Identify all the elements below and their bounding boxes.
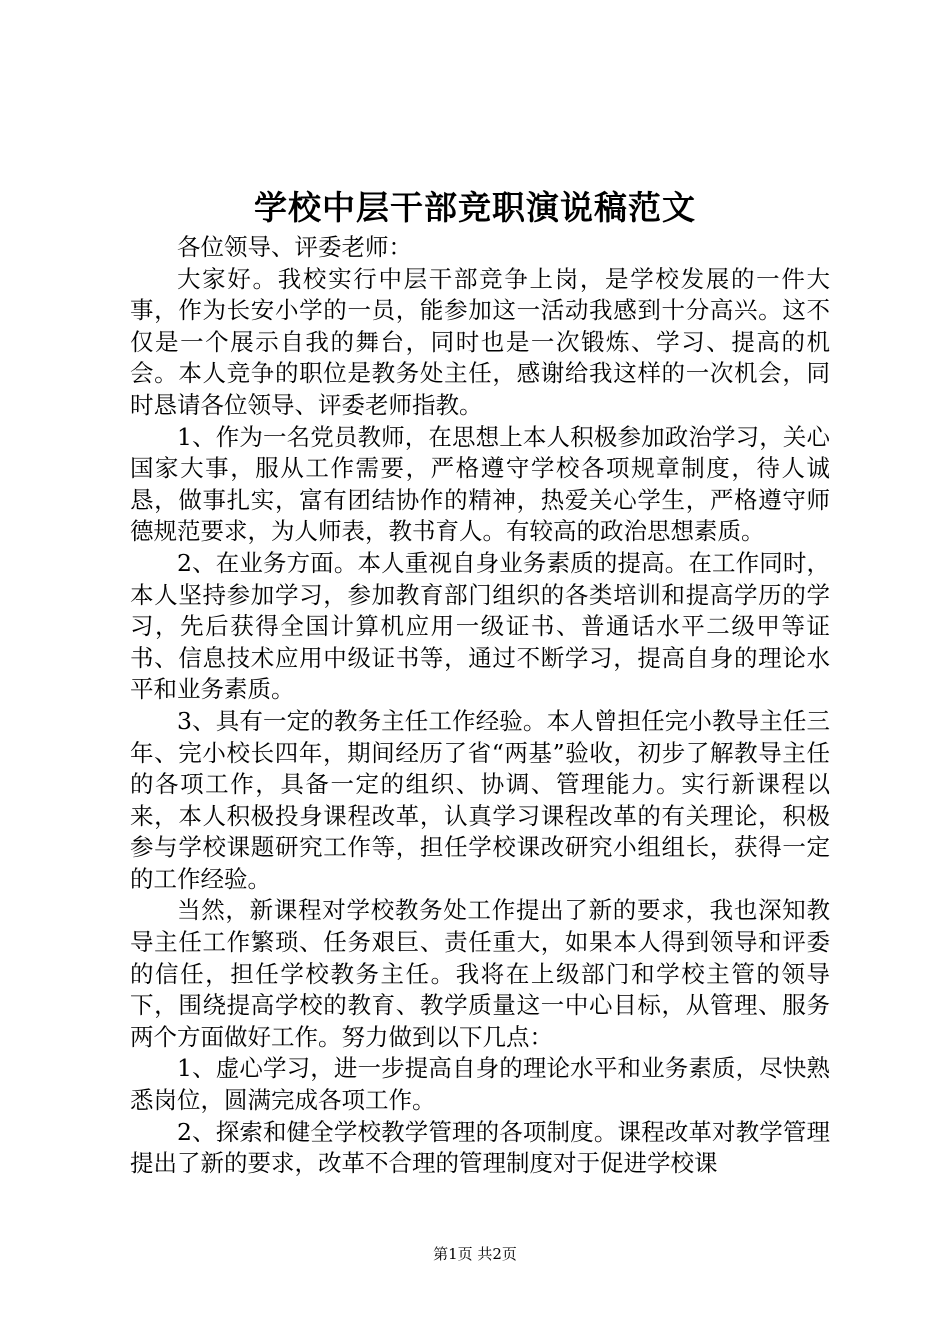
paragraph-plan-2: 2、探索和健全学校教学管理的各项制度。课程改革对教学管理提出了新的要求，改革不合理的管理制度对于促进学校课: [130, 1117, 830, 1178]
page-footer: 第1页 共2页: [433, 1245, 517, 1263]
paragraph-point-1: 1、作为一名党员教师，在思想上本人积极参加政治学习，关心国家大事，服从工作需要，严格遵守学校各项规章制度，待人诚恳，做事扎实，富有团结协作的精神，热爱关心学生，严格遵守师德规范要求，为人师表，教书育人。有较高的政治思想素质。: [130, 422, 830, 546]
document-body: [130, 232, 830, 1180]
paragraph-intro: 大家好。我校实行中层干部竞争上岗，是学校发展的一件大事，作为长安小学的一员，能参加这一活动我感到十分高兴。这不仅是一个展示自我的舞台，同时也是一次锻炼、学习、提高的机会。本人竞争的职位是教务处主任，感谢给我这样的一次机会，同时恳请各位领导、评委老师指教。: [130, 264, 830, 419]
paragraph-point-2: 2、在业务方面。本人重视自身业务素质的提高。在工作同时，本人坚持参加学习，参加教育部门组织的各类培训和提高学历的学习，先后获得全国计算机应用一级证书、普通话水平二级甲等证书、信息技术应用中级证书等，通过不断学习，提高自身的理论水平和业务素质。: [130, 548, 830, 704]
paragraph-plan-intro: 当然，新课程对学校教务处工作提出了新的要求，我也深知教导主任工作繁琐、任务艰巨、责任重大，如果本人得到领导和评委的信任，担任学校教务主任。我将在上级部门和学校主管的领导下，围绕提高学校的教育、教学质量这一中心目标，从管理、服务两个方面做好工作。努力做到以下几点：: [130, 896, 830, 1051]
paragraph-point-3: 3、具有一定的教务主任工作经验。本人曾担任完小教导主任三年、完小校长四年，期间经历了省“两基”验收，初步了解教导主任的各项工作，具备一定的组织、协调、管理能力。实行新课程以来，本人积极投身课程改革，认真学习课程改革的有关理论，积极参与学校课题研究工作等，担任学校课改研究小组组长，获得一定的工作经验。: [130, 706, 830, 893]
document-title: 学校中层干部竞职演说稿范文: [254, 188, 696, 227]
greeting-line: 各位领导、评委老师：: [177, 233, 412, 261]
paragraph-plan-1: 1、虚心学习，进一步提高自身的理论水平和业务素质，尽快熟悉岗位，圆满完成各项工作。: [130, 1054, 830, 1115]
